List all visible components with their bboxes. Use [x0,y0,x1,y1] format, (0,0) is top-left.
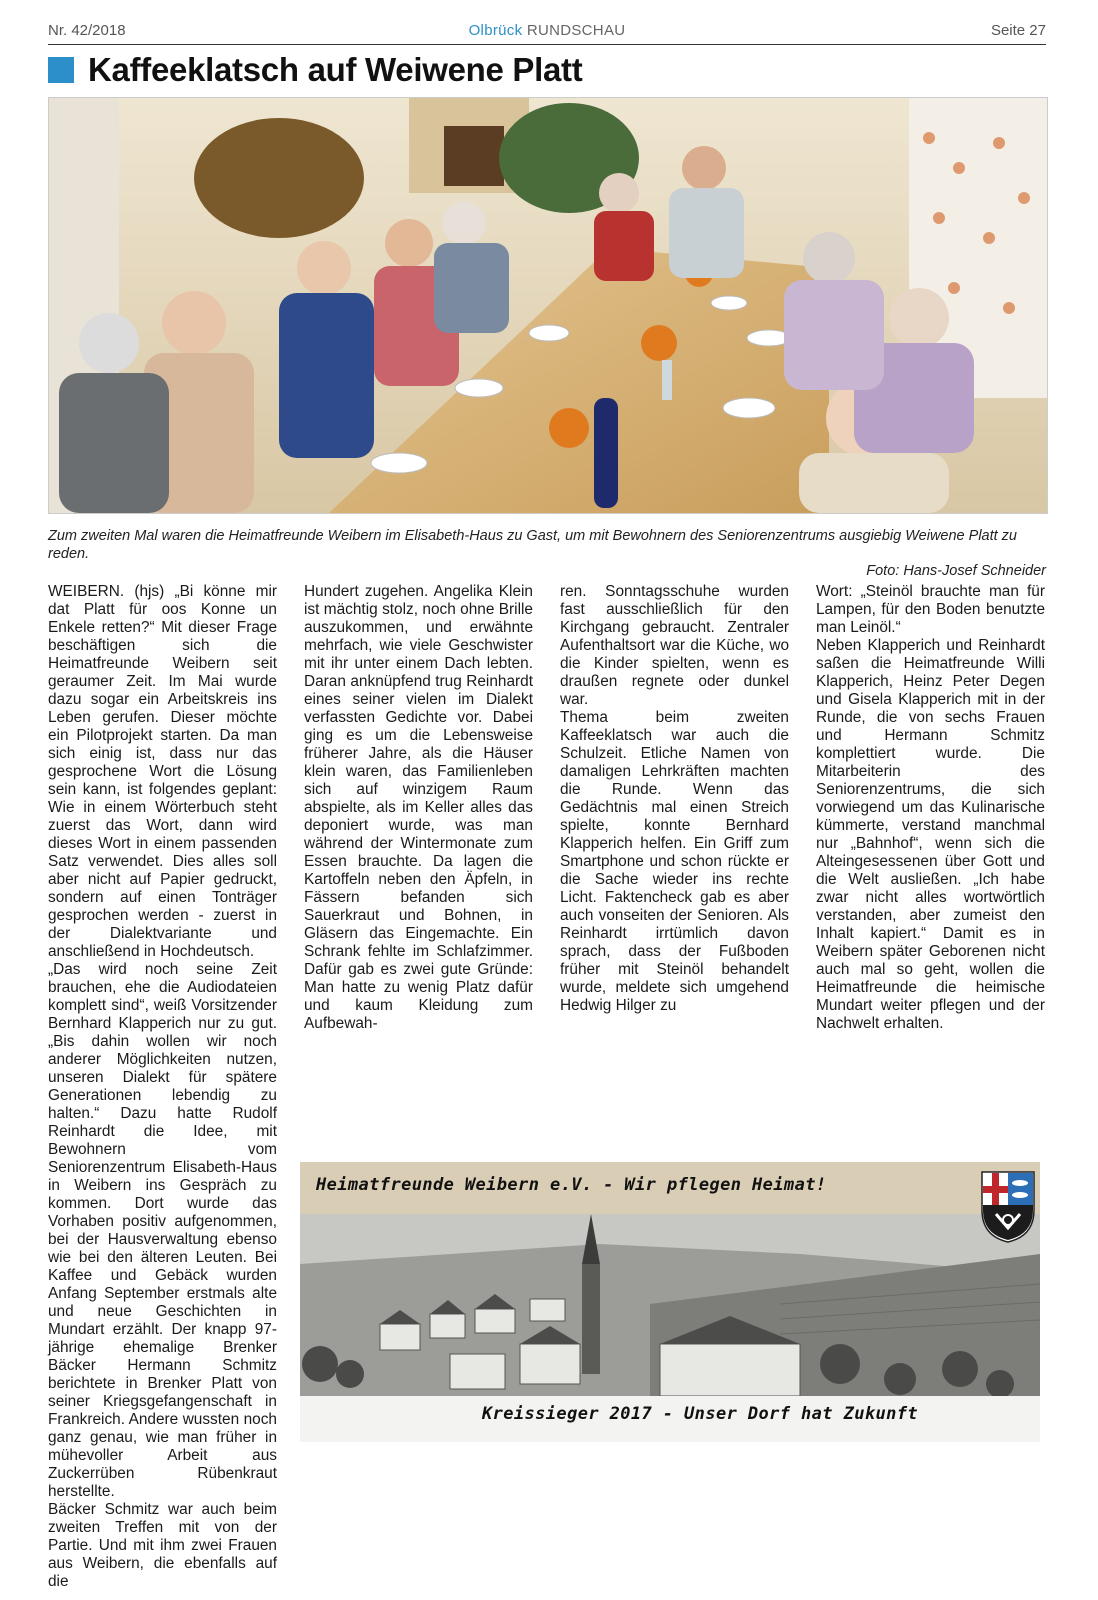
brand-name-part1: Olbrück [468,22,523,39]
article-column-4 [816,583,1045,1033]
caption-text: Zum zweiten Mal waren die Heimatfreunde Weibern im Elisabeth-Haus zu Gast, um mit Bewohnern des Seniorenzentrums ausgiebig Weiwene Platt zu reden. [48,528,1018,562]
paragraph: Neben Klapperich und Reinhardt saßen die Heimatfreunde Willi Klapperich, Heinz Peter Degen und Gisela Klapperich mit in der Runde, die von sechs Frauen und Hermann Schmitz komplettiert wurde. Die Mitarbeiterin des Seniorenzentrums, die sich vorwiegend um das Kulinarische kümmerte, verstand manchmal nur „Bahnhof“, wenn sich die Alteingesessenen über Gott und die Welt ausließen. „Ich habe zwar nicht alles wortwörtlich verstanden, aber zumeist den Inhalt kapiert.“ Damit es in Weibern später Geborenen nicht auch mal so geht, wollen die Heimatfreunde die heimische Mundart weiter pflegen und der Nachwelt erhalten. [816,637,1045,1032]
article-headline [48,50,582,90]
photo-credit: Foto: Hans-Josef Schneider [866,563,1046,579]
paragraph: ren. Sonntagsschuhe wurden fast ausschließlich für den Kirchgang gebraucht. Zentraler Aufenthaltsort war die Küche, wo die Kinder spielten, wenn es draußen regnete oder dunkel war. [560,583,789,708]
page-number: Seite 27 [990,22,1046,39]
village-illustration [300,1214,1040,1396]
paragraph: „Das wird noch seine Zeit brauchen, ehe die Audiodateien komplett sind“, weiß Vorsitzender Bernhard Klapperich nur zu gut. „Bis dahin wollen wir noch anderer Möglichkeiten nutzen, unseren Dialekt für spätere Generationen lebendig zu halten.“ Dazu hatte Rudolf Reinhardt die Idee, mit Bewohnern vom Seniorenzentrum Elisabeth-Haus in Weibern ins Gespräch zu kommen. Dort wurde das Vorhaben positiv aufgenommen, bei der Hausverwaltung ebenso wie bei den älteren Leuten. Bei Kaffee und Gebäck wurden Anfang September erstmals alte und neue Geschichten in Mundart erzählt. Der knapp 97-jährige ehemalige Brenker Bäcker Hermann Schmitz berichtete in Brenker Platt von seiner Kriegsgefangenschaft in Frankreich. Andere wussten noch ganz genau, wie man früher in mühevoller Arbeit aus Zuckerrüben Rübenkraut herstellte. [48,961,277,1500]
article-column-2 [304,583,533,1033]
paragraph: Wort: „Steinöl brauchte man für Lampen, für den Boden benutzte man Leinöl.“ [816,583,1045,636]
group-photo-illustration [49,98,1047,513]
paragraph: Hundert zugehen. Angelika Klein ist mächtig stolz, noch ohne Brille auszukommen, und erwähnte mehrfach, wie viele Geschwister mit ihr unter einem Dach lebten. Daran anknüpfend trug Reinhardt eines seiner vielen im Dialekt verfassten Gedichte vor. Dabei ging es um die Lebensweise früherer Jahre, als die Häuser klein waren, das Familienleben sich auf winzigem Raum abspielte, als im Keller alles das deponiert wurde, was man während der Wintermonate zum Essen brauchte. Da lagen die Kartoffeln neben den Äpfeln, in Fässern befanden sich Sauerkraut und Bohnen, in Gläsern das Eingemachte. Ein Schrank fehlte im Schlafzimmer. Dafür gab es zwei gute Gründe: Man hatte zu wenig Platz dafür und kaum Kleidung zum Aufbewah- [304,583,533,1032]
paragraph: WEIBERN. (hjs) „Bi könne mir dat Platt für oos Konne un Enkele retten?“ Mit dieser Frage beschäftigen sich die Heimatfreunde Weibern seit geraumer Zeit. Im Mai wurde dazu sogar ein Arbeitskreis ins Leben gerufen. Dieser möchte ein Pilotprojekt starten. Da man sich einig ist, dass nur das gesprochene Wort die Lösung sein kann, ist folgendes geplant: Wie in einem Wörterbuch steht zuerst das Wort, dann wird dieses Wort in einem passenden Satz verwendet. Dies alles soll aber nicht auf Papier gedruckt, sondern auf einen Tonträger gesprochen werden - zuerst in der Dialektvariante und anschließend in Hochdeutsch. [48,583,277,960]
headline-marker [48,57,74,83]
ad-top-bar [300,1162,1040,1214]
paragraph: Thema beim zweiten Kaffeeklatsch war auch die Schulzeit. Etliche Namen von damaligen Lehrkräften machten die Runde. Wenn das Gedächtnis mal einen Streich spielte, konnte Bernhard Klapperich helfen. Ein Griff zum Smartphone und schon rückte er die Sache wieder ins rechte Licht. Faktencheck gab es aber auch vonseiten der Senioren. Als Reinhardt irrtümlich davon sprach, dass der Fußboden früher mit Steinöl behandelt wurde, meldete sich umgehend Hedwig Hilger zu [560,709,789,1014]
page-header [48,20,1046,45]
article-column-1 [48,583,277,1591]
brand-name-part2: RUNDSCHAU [526,22,626,39]
article-column-3 [560,583,789,1015]
issue-number: Nr. 42/2018 [48,22,126,39]
headline-text: Kaffeeklatsch auf Weiwene Platt [88,51,583,88]
advertisement-banner [300,1162,1040,1442]
ad-bottom-text: Kreissieger 2017 - Unser Dorf hat Zukunft [481,1404,919,1424]
coat-of-arms-icon [980,1170,1036,1244]
newspaper-brand [48,22,1046,39]
photo-caption [48,528,1046,581]
village-panorama-image [300,1214,1040,1396]
article-photo [48,97,1048,514]
paragraph: Bäcker Schmitz war auch beim zweiten Treffen mit von der Partie. Und mit ihm zwei Frauen aus Weibern, die ebenfalls auf die [48,1501,277,1590]
ad-top-text: Heimatfreunde Weibern e.V. - Wir pflegen Heimat! [316,1175,827,1195]
